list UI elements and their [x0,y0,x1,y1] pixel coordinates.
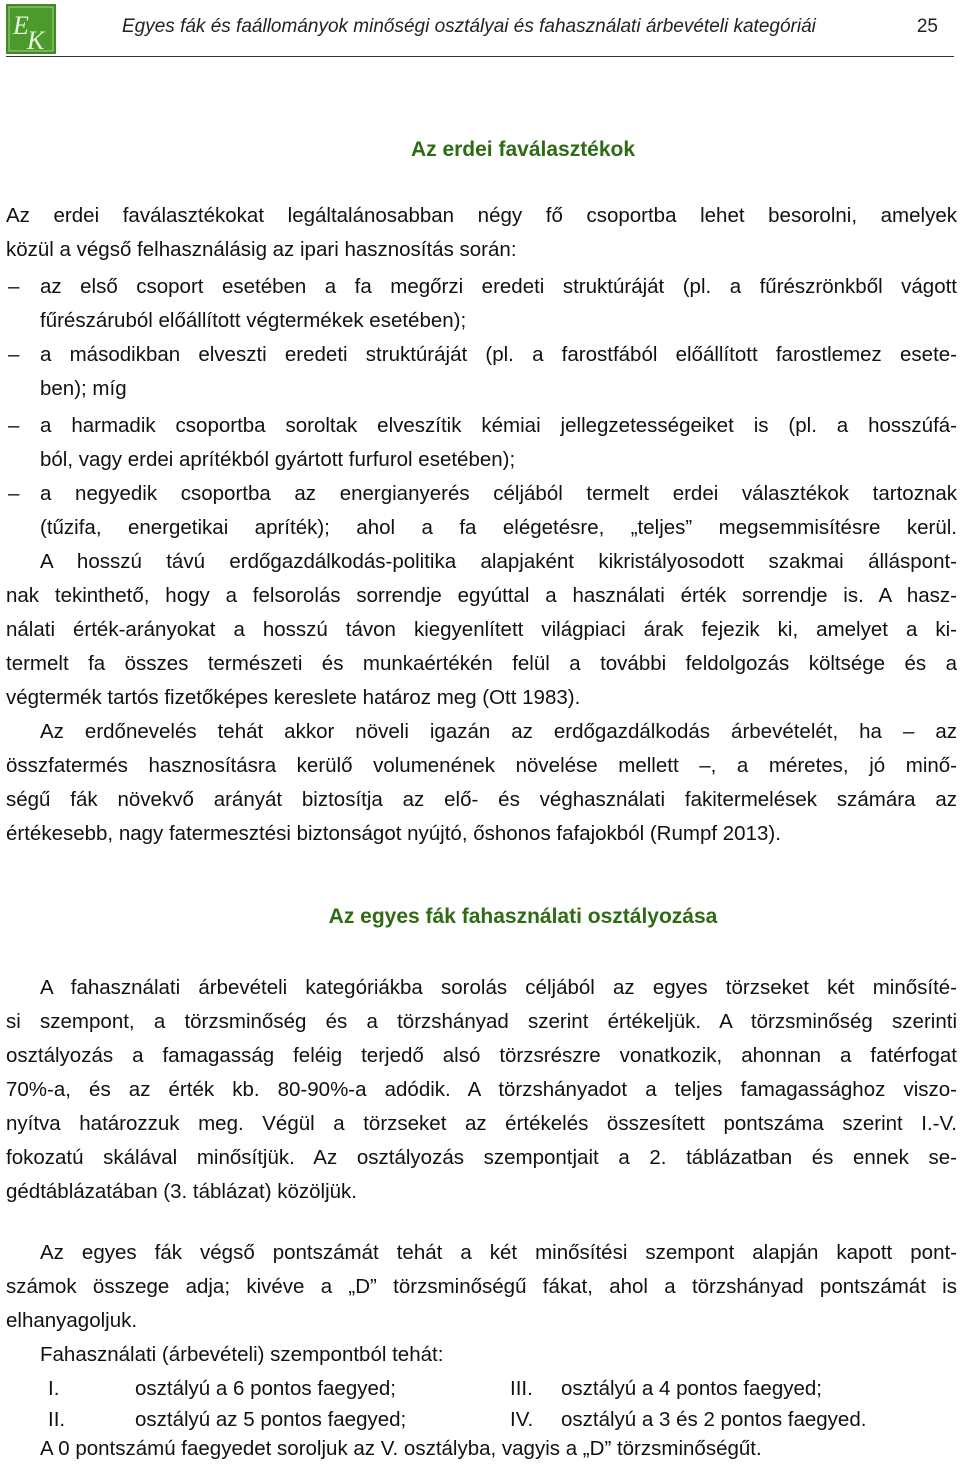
body-line: nyítva határozzuk meg. Végül a törzseket az értékelés összesített pontszáma szerint I.-V. [6,1112,957,1135]
body-line: nak tekinthető, hogy a felsorolás sorrendje egyúttal a használati érték sorrendje is. A hasz- [6,584,957,607]
page-number: 25 [916,16,938,37]
bullet-dash: – [8,275,20,298]
body-line: fokozatú skálával minősítjük. Az osztályozás szempontjait a 2. táblázatban és ennek se- [6,1146,957,1169]
class-description: osztályú a 4 pontos faegyed; [561,1377,822,1400]
body-line: osztályozás a famagasság feléig terjedő alsó törzsrészre vonatkozik, ahonnan a fatérfogat [6,1044,957,1067]
svg-text:K: K [27,26,45,54]
body-line: A fahasználati árbevételi kategóriákba sorolás céljából az egyes törzseket két minősíté- [40,976,957,999]
page-header [0,0,960,58]
body-line: közül a végső felhasználásig az ipari hasznosítás során: [6,238,517,261]
body-line: számok összege adja; kivéve a „D” törzsminőségű fákat, ahol a törzshányad pontszámát is [6,1275,957,1298]
body-line: összfatermés hasznosításra kerülő volumenének növelése mellett –, a méretes, jó minő- [6,754,957,777]
class-numeral: IV. [510,1408,534,1431]
body-line: si szempont, a törzsminőség és a törzshányad szerint értékeljük. A törzsminőség szerinti [6,1010,957,1033]
section-title: Az erdei faválasztékok [410,138,636,161]
class-description: osztályú a 6 pontos faegyed; [135,1377,396,1400]
bullet-line: a másodikban elveszti eredeti struktúráját (pl. a farostfából előállított farostlemez esete- [40,343,957,366]
bullet-line: az első csoport esetében a fa megőrzi eredeti struktúráját (pl. a fűrészrönkből vágott [40,275,957,298]
header-divider [6,56,954,57]
classes-intro: Fahasználati (árbevételi) szempontból tehát: [40,1343,444,1366]
bullet-dash: – [8,414,20,437]
body-line: Az egyes fák végső pontszámát tehát a két minősítési szempont alapján kapott pont- [40,1241,957,1264]
body-line: Az erdei faválasztékokat legáltalánosabban négy fő csoportba lehet besorolni, amelyek [6,204,957,227]
bullet-line: a negyedik csoportba az energianyerés céljából termelt erdei választékok tartoznak [40,482,957,505]
bullet-line: ben); míg [40,377,127,400]
body-line: elhanyagoljuk. [6,1309,138,1332]
body-line: A hosszú távú erdőgazdálkodás-politika alapjaként kikristályosodott szakmai álláspont- [40,550,957,573]
closing-line: A 0 pontszámú faegyedet soroljuk az V. osztályba, vagyis a „D” törzsminőségűt. [40,1437,762,1460]
body-line: 70%-a, és az érték kb. 80-90%-a adódik. A törzshányadot a teljes famagassághoz viszo- [6,1078,957,1101]
body-line: ségű fák növekvő arányát biztosítja az elő- és véghasználati fakitermelések számára az [6,788,957,811]
bullet-line: fűrészáruból előállított végtermékek esetében); [40,309,467,332]
body-line: végtermék tartós fizetőképes kereslete határoz meg (Ott 1983). [6,686,581,709]
svg-text:E: E [13,11,29,40]
class-numeral: I. [48,1377,60,1400]
body-line: értékesebb, nagy fatermesztési biztonságot nyújtó, őshonos fafajokból (Rumpf 2013). [6,822,781,845]
class-description: osztályú az 5 pontos faegyed; [135,1408,407,1431]
section-title: Az egyes fák fahasználati osztályozása [328,905,718,928]
body-line: gédtáblázatában (3. táblázat) közöljük. [6,1180,358,1203]
ek-logo-icon [6,4,56,54]
bullet-line: (tűzifa, energetikai apríték); ahol a fa elégetésre, „teljes” megsemmisítésre kerül. [40,516,957,539]
bullet-line: ból, vagy erdei aprítékból gyártott furfurol esetében); [40,448,516,471]
body-line: nálati érték-arányokat a hosszú távon kiegyenlített világpiaci árak fejezik ki, amelyet a ki- [6,618,957,641]
body-line: termelt fa összes természeti és munkaértékén felül a további feldolgozás költsége és a [6,652,957,675]
class-description: osztályú a 3 és 2 pontos faegyed. [561,1408,867,1431]
bullet-line: a harmadik csoportba soroltak elveszítik kémiai jellegzetességeiket is (pl. a hosszúfá- [40,414,957,437]
running-title: Egyes fák és faállományok minőségi osztályai és fahasználati árbevételi kategóriái [122,16,816,37]
bullet-dash: – [8,343,20,366]
class-numeral: III. [510,1377,533,1400]
body-line: Az erdőnevelés tehát akkor növeli igazán az erdőgazdálkodás árbevételét, ha – az [40,720,957,743]
bullet-dash: – [8,482,20,505]
class-numeral: II. [48,1408,66,1431]
